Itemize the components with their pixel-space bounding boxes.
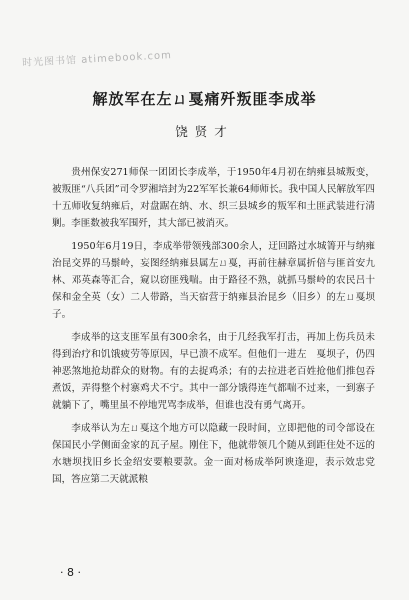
- article-body: [52, 164, 375, 494]
- author-name: 饶贤才: [175, 124, 234, 139]
- paragraph: 1950年6月19日，李成举带领残部300余人，迂回路过水城箐开与纳雍治昆交界的马鬃岭，妄图经纳雍县属左ㄩ戛，再前往赫章属折倍与匪首安九林、邓英森等汇合，窥以窃匪残喘。由于路径不熟，就抓马鬃岭的农民吕十保和金全英（女）二人带路，当天宿营于纳雍县治昆乡（旧乡）的左ㄩ戛坝子。: [52, 241, 375, 320]
- article-title: 解放军在左ㄩ戛痛歼叛匪李成举: [92, 90, 317, 108]
- watermark: 时光图书馆 atimebook.com: [21, 50, 173, 69]
- paragraph: 贵州保安271师保一团团长李成举，于1950年4月初在纳雍县城叛变，被叛匪“八兵团”司令罗湘培封为22军军长兼64师师长。我中国人民解放军四十五师收复纳雍后，对盘踞在纳、水、织三县城乡的叛军和土匪武装进行清剿。李匪数被我军围歼，其大部已被消灭。: [52, 167, 375, 229]
- page-number: · 8 ·: [60, 566, 81, 579]
- paragraph: 李成举的这支匪军虽有300余名，由于几经我军打击，再加上伤兵员未得到治疗和饥饿疲劳等原因，早已溃不成军。但他们一进左 戛坝子，仍四神恶煞地抢劫群众的财物。有的去捉鸡杀；有的去拉进老百姓抢他们推包吞煮饭，弄得整个村寨鸡犬不宁。其中一部分饿得连气都喘不过来，一到寨子就躺下了，嘴里虽不停地咒骂李成举，但谁也没有勇气离开。: [52, 332, 375, 411]
- paragraph: 李成举认为左ㄩ戛这个地方可以隐藏一段时间，立即把他的司令部设在保国民小学侧面金家的瓦子屋。刚住下，他就带领几个随从到距住处不远的水塘坝找旧乡长金绍安要粮要款。金一面对杨成举阿谀逢迎，表示效忠党国，答应第二天就派粮: [52, 423, 375, 485]
